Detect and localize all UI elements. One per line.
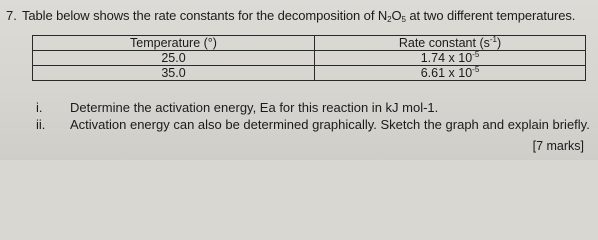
sub-question-number: i. <box>36 100 43 115</box>
header-rate-constant <box>315 36 586 51</box>
table-row <box>33 66 586 81</box>
sub-question-text: Determine the activation energy, Ea for this reaction in kJ mol-1. <box>70 100 439 115</box>
cell-rate-constant <box>315 66 586 81</box>
stem-text-after: at two different temperatures. <box>405 8 576 23</box>
table-header-row <box>33 36 586 51</box>
cell-rate-constant <box>315 51 586 66</box>
stem-text-before: Table below shows the rate constants for the decomposition of <box>22 8 378 23</box>
header-rate-exponent: -1 <box>489 35 497 44</box>
formula-n-subscript: 2 <box>387 15 392 24</box>
cell-temperature: 25.0 <box>33 51 315 66</box>
formula-n: N <box>377 8 388 23</box>
chemical-formula <box>378 8 406 23</box>
rate-exponent: -5 <box>472 65 480 74</box>
header-rate-text: Rate constant (s <box>398 36 490 50</box>
sub-question-text: Activation energy can also be determined graphically. Sketch the graph and explain briefly. <box>70 117 590 132</box>
rate-mantissa: 1.74 x 10 <box>420 51 473 65</box>
rate-constant-table <box>32 35 586 81</box>
rate-mantissa: 6.61 x 10 <box>420 66 473 80</box>
formula-o: O <box>391 8 402 23</box>
header-temperature: Temperature (°) <box>33 36 315 51</box>
rate-exponent: -5 <box>472 50 480 59</box>
cell-temperature: 35.0 <box>33 66 315 81</box>
sub-question-number: ii. <box>36 117 46 132</box>
question-stem <box>22 8 575 23</box>
formula-o-subscript: 5 <box>401 15 406 24</box>
table-row <box>33 51 586 66</box>
header-rate-suffix: ) <box>496 36 502 50</box>
marks-label: [7 marks] <box>532 139 584 153</box>
question-number: 7. <box>6 8 17 23</box>
